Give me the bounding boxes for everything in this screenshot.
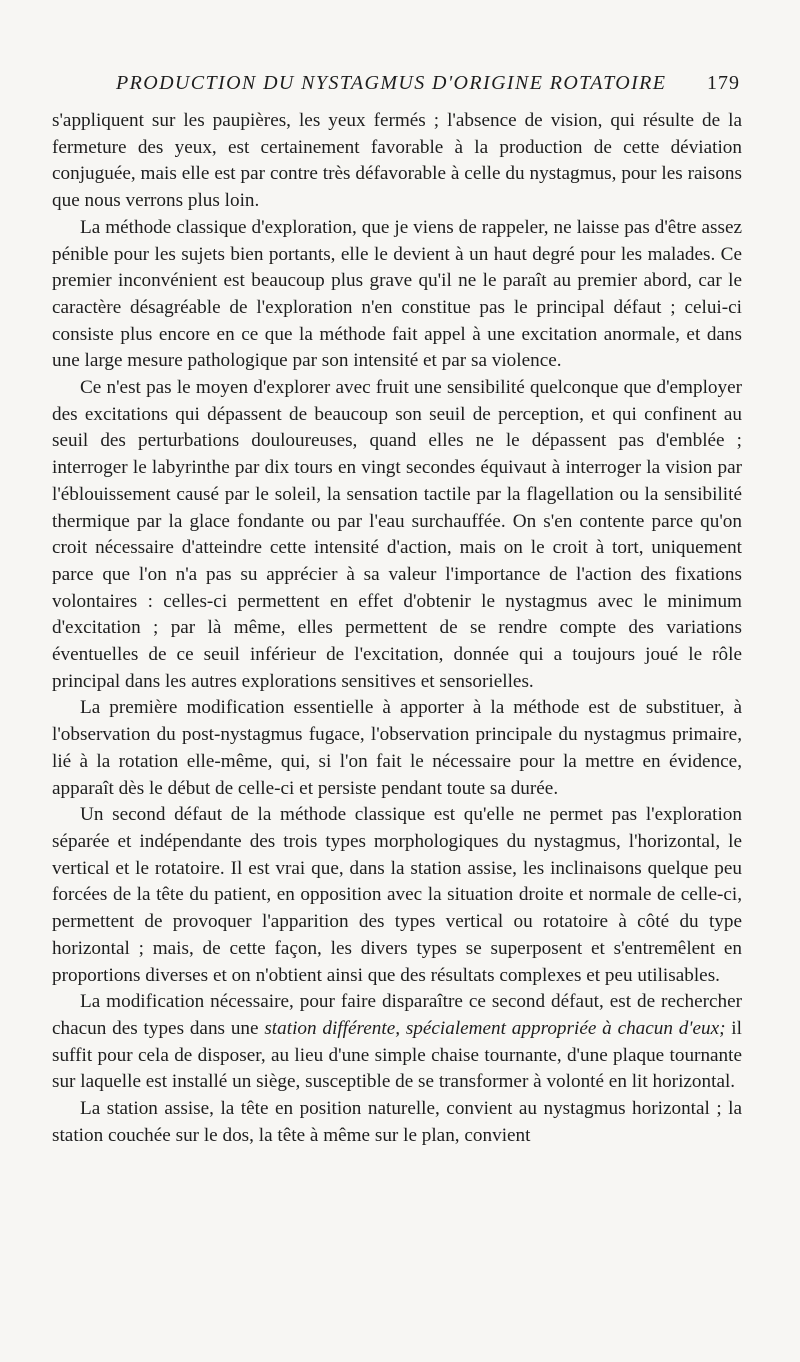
paragraph-3: Ce n'est pas le moyen d'explorer avec fruit une sensibilité quelconque que d'employer des excitations qui dépassent de beaucoup son seuil de perception, et qui confinent au seuil des perturbations douloureuses, quand elles ne le dépassent pas d'emblée ; interroger le labyrinthe par dix tours en vingt secondes équivaut à interroger la vision par l'éblouissement causé par le soleil, la sensation tactile par la flagellation ou la sensibilité thermique par la glace fondante ou par l'eau surchauffée. On s'en contente parce qu'on croit nécessaire d'atteindre cette intensité d'action, mais on le croit à tort, uniquement parce que l'on n'a pas su apprécier à sa valeur l'importance de l'action des fixations volontaires : celles-ci permettent en effet d'obtenir le nystagmus avec le minimum d'excitation ; par là même, elles permettent de se rendre compte des variations éventuelles de ce seuil inférieur de l'excitation, donnée qui a toujours joué le rôle principal dans les autres explorations sensitives et sensorielles.: [52, 377, 742, 692]
running-head: PRODUCTION DU NYSTAGMUS D'ORIGINE ROTATOIRE: [116, 72, 667, 94]
paragraph-5: Un second défaut de la méthode classique est qu'elle ne permet pas l'exploration séparée et indépendante des trois types morphologiques du nystagmus, l'horizontal, le vertical et le rotatoire. Il est vrai que, dans la station assise, les inclinaisons quelque peu forcées de la tête du patient, en opposition avec la situation droite et normale de celle-ci, permettent de provoquer l'apparition des types vertical ou rotatoire à côté du type horizontal ; mais, de cette façon, les divers types se superposent et s'entremêlent en proportions diverses et on n'obtient ainsi que des résultats complexes et peu utilisables.: [52, 804, 742, 986]
paragraph-1: s'appliquent sur les paupières, les yeux fermés ; l'absence de vision, qui résulte de la fermeture des yeux, est certainement favorable à la production de cette déviation conjuguée, mais elle est par contre très défavorable à celle du nystagmus, pour les raisons que nous verrons plus loin.: [52, 110, 742, 212]
paragraph-4: La première modification essentielle à apporter à la méthode est de substituer, à l'observation du post-nystagmus fugace, l'observation principale du nystagmus primaire, lié à la rotation elle-même, qui, si l'on fait le nécessaire pour la mettre en évidence, apparaît dès le début de celle-ci et persiste pendant toute sa durée.: [52, 697, 742, 799]
paragraph-2: La méthode classique d'exploration, que je viens de rappeler, ne laisse pas d'être assez pénible pour les sujets bien portants, elle le devient à un haut degré pour les malades. Ce premier inconvénient est beaucoup plus grave qu'il ne le paraît au premier abord, car le caractère désagréable de l'exploration n'en constitue pas le principal défaut ; celui-ci consiste plus encore en ce que la méthode fait appel à une excitation anormale, et dans une large mesure pathologique par son intensité et par sa violence.: [52, 216, 742, 372]
paragraph-6: [52, 989, 742, 1096]
paragraph-6-italic: station différente, spécialement appropriée à chacun d'eux;: [264, 1017, 726, 1039]
paragraph-6-text-b: il suffit pour cela de disposer, au lieu d'une simple chaise tournante, d'une plaque tournante sur laquelle est installé un siège, susceptible de se transformer à volonté en lit horizontal.: [52, 1017, 742, 1093]
paragraph-7: La station assise, la tête en position naturelle, convient au nystagmus horizontal ; la station couchée sur le dos, la tête à même sur le plan, convient: [52, 1098, 742, 1146]
page-header: [52, 72, 740, 102]
paragraph-6-text-a: La modification nécessaire, pour faire disparaître ce second défaut, est de rechercher chacun des types dans une: [52, 991, 742, 1039]
body-text: [52, 108, 742, 1149]
page-number: 179: [707, 72, 740, 94]
